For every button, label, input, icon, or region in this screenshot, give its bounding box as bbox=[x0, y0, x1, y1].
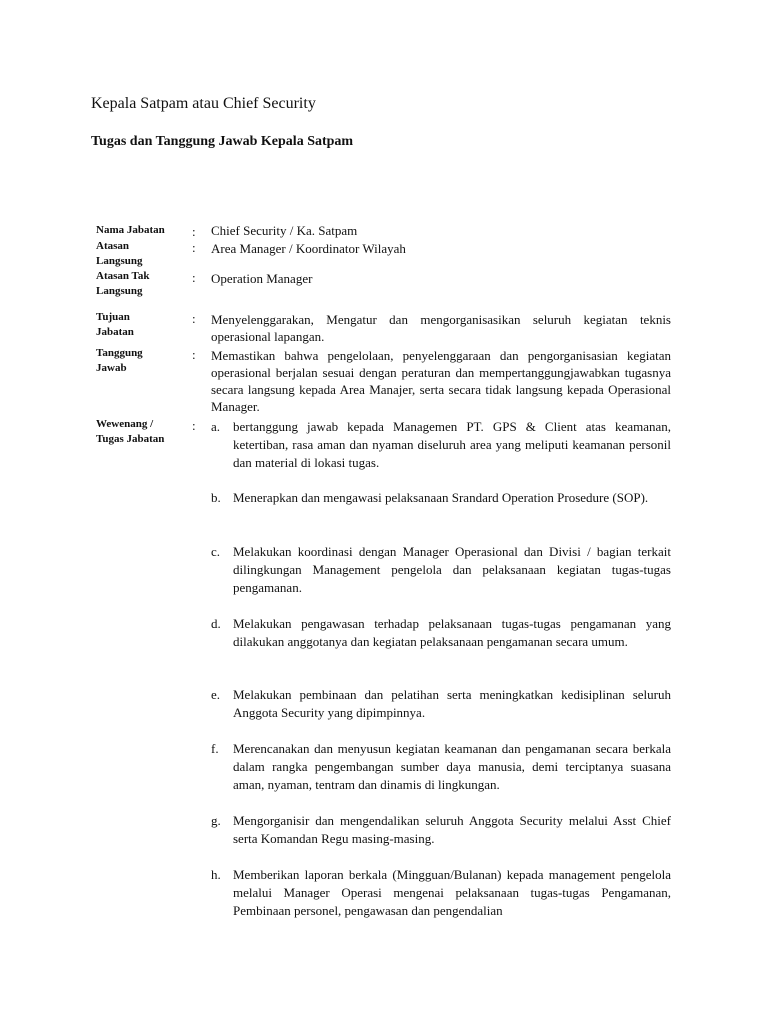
document-subtitle: Tugas dan Tanggung Jawab Kepala Satpam bbox=[91, 134, 354, 149]
field-value: Operation Manager bbox=[211, 271, 313, 286]
field-value: Menyelenggarakan, Mengatur dan mengorganisasikan seluruh kegiatan teknis operasional lapangan. bbox=[211, 312, 671, 344]
field-label: Atasan Tak Langsung bbox=[96, 270, 150, 297]
field-colon: : bbox=[192, 347, 196, 362]
field-colon: : bbox=[192, 224, 196, 239]
field-colon: : bbox=[192, 240, 196, 255]
list-item-text: Melakukan koordinasi dengan Manager Operasional dan Divisi / bagian terkait dilingkungan Management pengelola dan pelaksanaan kegiatan tugas-tugas pengamanan. bbox=[233, 544, 671, 595]
list-item-letter: d. bbox=[211, 616, 221, 631]
field-label: Wewenang / Tugas Jabatan bbox=[96, 418, 165, 445]
list-item-letter: f. bbox=[211, 741, 219, 756]
list-item-text: bertanggung jawab kepada Managemen PT. GPS & Client atas keamanan, ketertiban, rasa aman dan nyaman diseluruh area yang meliputi keamanan personil dan material di lokasi tugas. bbox=[233, 419, 671, 470]
list-item-text: Menerapkan dan mengawasi pelaksanaan Srandard Operation Prosedure (SOP). bbox=[233, 490, 649, 505]
field-colon: : bbox=[192, 270, 196, 285]
list-item-letter: a. bbox=[211, 419, 221, 434]
list-item-text: Melakukan pembinaan dan pelatihan serta meningkatkan kedisiplinan seluruh Anggota Security yang dipimpinnya. bbox=[233, 687, 671, 720]
field-value: Memastikan bahwa pengelolaan, penyelenggaraan dan pengorganisasian kegiatan operasional berjalan sesuai dengan peraturan dan mempertanggungjawabkan tugasnya secara langsung kepada Area Manajer, serta secara tidak langsung kepada Operasional Manager. bbox=[211, 348, 671, 414]
list-item-text: Mengorganisir dan mengendalikan seluruh Anggota Security melalui Asst Chief serta Komandan Regu masing-masing. bbox=[233, 813, 671, 846]
field-label: Nama Jabatan bbox=[96, 224, 165, 236]
document-title: Kepala Satpam atau Chief Security bbox=[91, 95, 316, 112]
field-label: Tanggung Jawab bbox=[96, 347, 143, 374]
list-item-letter: e. bbox=[211, 687, 221, 702]
list-item-text: Memberikan laporan berkala (Mingguan/Bulanan) kepada management pengelola melalui Manager Operasi mengenai pelaksanaan tugas-tugas Pengamanan, Pembinaan personel, pengawasan dan pengendalian bbox=[233, 867, 671, 918]
list-item-text: Melakukan pengawasan terhadap pelaksanaan tugas-tugas pengamanan yang dilakukan anggotanya dan kegiatan pelaksanaan pengamanan secara umum. bbox=[233, 616, 671, 649]
list-item-letter: g. bbox=[211, 813, 221, 828]
list-item-text: Merencanakan dan menyusun kegiatan keamanan dan pengamanan secara berkala dalam rangka pengembangan sumber daya manusia, demi terciptanya suasana aman, nyaman, tentram dan dinamis di lingkungan. bbox=[233, 741, 671, 792]
field-colon: : bbox=[192, 311, 196, 326]
field-label: Atasan Langsung bbox=[96, 240, 143, 267]
list-item-letter: c. bbox=[211, 544, 221, 559]
list-item-letter: b. bbox=[211, 490, 221, 505]
field-label: Tujuan Jabatan bbox=[96, 311, 134, 338]
field-colon: : bbox=[192, 418, 196, 433]
field-value: Area Manager / Koordinator Wilayah bbox=[211, 241, 406, 256]
list-item-letter: h. bbox=[211, 867, 221, 882]
field-value: Chief Security / Ka. Satpam bbox=[211, 223, 358, 238]
